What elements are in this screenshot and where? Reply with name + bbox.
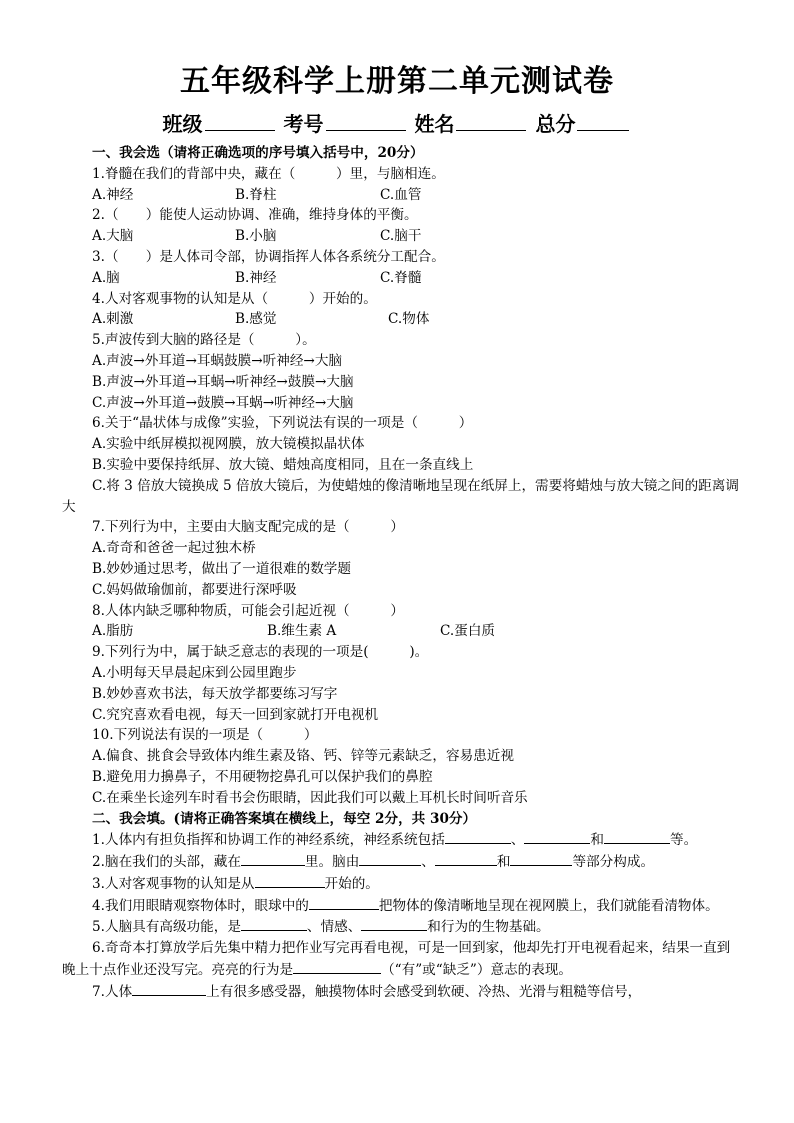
option-b[interactable]: B.声波→外耳道→耳蜗→听神经→鼓膜→大脑 bbox=[92, 373, 354, 390]
option-a[interactable]: A.声波→外耳道→耳蜗鼓膜→听神经→大脑 bbox=[92, 352, 343, 369]
fill-text: 5.人脑具有高级功能，是 bbox=[92, 919, 241, 936]
question-1-options bbox=[62, 185, 742, 206]
fill-text: 上有很多感受器，触摸物体时会感受到软硬、冷热、光滑与粗糙等信号， bbox=[206, 983, 642, 1000]
option-c[interactable]: C.脊髓 bbox=[380, 269, 422, 286]
option-b[interactable]: B.感觉 bbox=[235, 311, 277, 328]
option-a[interactable]: A.奇奇和爸爸一起过独木桥 bbox=[92, 540, 256, 557]
option-b[interactable]: B.维生素 A bbox=[267, 623, 337, 640]
fill-text: 开始的。 bbox=[324, 875, 379, 892]
fill-text: 2.脑在我们的头部，藏在 bbox=[92, 854, 241, 871]
fill-question-1 bbox=[62, 829, 742, 851]
fill-text: 等。 bbox=[670, 832, 698, 849]
option-c[interactable]: C.在乘坐长途列车时看书会伤眼睛，因此我们可以戴上耳机长时间听音乐 bbox=[92, 789, 528, 806]
fill-text: 6.奇奇本打算放学后先集中精力把作业写完再看电视，可是一回到家，他却先打开电视看起来，结果一直到晚上十点作业还没写完。亮亮的行为是 bbox=[62, 940, 731, 979]
option-a[interactable]: A.小明每天早晨起床到公园里跑步 bbox=[92, 664, 297, 681]
exam-no-label: 考号 bbox=[283, 112, 324, 136]
option-c[interactable]: C.究究喜欢看电视，每天一回到家就打开电视机 bbox=[92, 706, 379, 723]
class-label: 班级 bbox=[162, 112, 203, 136]
answer-blank[interactable] bbox=[361, 916, 427, 931]
fill-text: 、 bbox=[421, 854, 435, 871]
question-8-options bbox=[62, 621, 742, 642]
option-c[interactable]: C.妈妈做瑜伽前，都要进行深呼吸 bbox=[92, 581, 297, 598]
option-a[interactable]: A.脂肪 bbox=[92, 623, 134, 640]
fill-question-3 bbox=[62, 873, 742, 895]
answer-blank[interactable] bbox=[255, 873, 325, 888]
fill-text: （“有”或“缺乏”）意志的表现。 bbox=[381, 962, 573, 979]
score-blank[interactable] bbox=[577, 110, 629, 131]
fill-text: 、情感、 bbox=[306, 919, 362, 936]
option-c[interactable]: C.声波→外耳道→鼓膜→耳蜗→听神经→大脑 bbox=[92, 394, 354, 411]
answer-blank[interactable] bbox=[445, 829, 511, 844]
option-c[interactable]: C.脑干 bbox=[380, 228, 422, 245]
fill-text: 和行为的生物基础。 bbox=[427, 919, 550, 936]
answer-blank[interactable] bbox=[241, 916, 307, 931]
fill-question-4 bbox=[62, 895, 742, 917]
section2-heading: 二、我会填。(请将正确答案填在横线上，每空 2分，共 30分） bbox=[92, 810, 477, 827]
option-b[interactable]: B.神经 bbox=[235, 269, 277, 286]
question-8: 8.人体内缺乏哪种物质，可能会引起近视（ ） bbox=[92, 602, 405, 619]
option-b[interactable]: B.妙妙喜欢书法，每天放学都要练习写字 bbox=[92, 685, 338, 702]
question-4-options bbox=[62, 309, 742, 330]
option-a[interactable]: A.刺激 bbox=[92, 311, 134, 328]
answer-blank[interactable] bbox=[309, 895, 379, 910]
fill-text: 等部分构成。 bbox=[572, 854, 655, 871]
answer-blank[interactable] bbox=[524, 829, 590, 844]
answer-blank[interactable] bbox=[435, 851, 497, 866]
class-blank[interactable] bbox=[205, 110, 275, 131]
page-title: 五年级科学上册第二单元测试卷 bbox=[180, 64, 614, 99]
answer-blank[interactable] bbox=[359, 851, 421, 866]
fill-question-7 bbox=[62, 981, 742, 1003]
fill-text: 和 bbox=[590, 832, 604, 849]
option-c[interactable]: C.血管 bbox=[380, 186, 422, 203]
fill-text: 里。脑由 bbox=[304, 854, 360, 871]
fill-text: 4.我们用眼睛观察物体时，眼球中的 bbox=[92, 897, 309, 914]
option-a[interactable]: A.大脑 bbox=[92, 228, 134, 245]
option-b[interactable]: B.小脑 bbox=[235, 228, 277, 245]
option-b[interactable]: B.实验中要保持纸屏、放大镜、蜡烛高度相同，且在一条直线上 bbox=[92, 456, 474, 473]
answer-blank[interactable] bbox=[241, 851, 305, 866]
option-a[interactable]: A.脑 bbox=[92, 269, 120, 286]
question-7: 7.下列行为中，主要由大脑支配完成的是（ ） bbox=[92, 519, 405, 536]
option-a[interactable]: A.偏食、挑食会导致体内维生素及铬、钙、锌等元素缺乏，容易患近视 bbox=[92, 748, 514, 765]
question-1: 1.脊髓在我们的背部中央，藏在（ ）里，与脑相连。 bbox=[92, 165, 445, 182]
option-c[interactable]: C.将 3 倍放大镜换成 5 倍放大镜后，为使蜡烛的像清晰地呈现在纸屏上，需要将蜡烛与放大镜之间的距离调大 bbox=[62, 477, 739, 515]
exam-no-blank[interactable] bbox=[326, 110, 406, 131]
answer-blank[interactable] bbox=[293, 959, 381, 974]
answer-blank[interactable] bbox=[132, 981, 206, 996]
student-info-row bbox=[0, 110, 794, 138]
option-c[interactable]: C.蛋白质 bbox=[440, 623, 496, 640]
question-3-options bbox=[62, 268, 742, 289]
option-b[interactable]: B.避免用力擤鼻子，不用硬物挖鼻孔可以保护我们的鼻腔 bbox=[92, 768, 433, 785]
option-b[interactable]: B.脊柱 bbox=[235, 186, 277, 203]
fill-question-5 bbox=[62, 916, 742, 938]
option-b[interactable]: B.妙妙通过思考，做出了一道很难的数学题 bbox=[92, 560, 351, 577]
question-3: 3.（ ）是人体司令部，协调指挥人体各系统分工配合。 bbox=[92, 248, 445, 265]
fill-text: 、 bbox=[510, 832, 525, 849]
score-label: 总分 bbox=[535, 112, 576, 136]
fill-question-2 bbox=[62, 851, 742, 873]
option-a[interactable]: A.实验中纸屏模拟视网膜，放大镜模拟晶状体 bbox=[92, 436, 365, 453]
option-a[interactable]: A.神经 bbox=[92, 186, 134, 203]
name-label: 姓名 bbox=[414, 112, 455, 136]
question-4: 4.人对客观事物的认知是从（ ）开始的。 bbox=[92, 290, 377, 307]
answer-blank[interactable] bbox=[510, 851, 572, 866]
section1-heading: 一、我会选（请将正确选项的序号填入括号中，20分） bbox=[92, 145, 424, 161]
name-blank[interactable] bbox=[456, 110, 526, 131]
option-c[interactable]: C.物体 bbox=[388, 311, 430, 328]
question-2-options bbox=[62, 226, 742, 247]
question-5: 5.声波传到大脑的路径是（ ）。 bbox=[92, 332, 316, 349]
fill-text: 1.人体内有担负指挥和协调工作的神经系统，神经系统包括 bbox=[92, 832, 445, 849]
fill-question-6 bbox=[62, 938, 742, 981]
fill-text: 7.人体 bbox=[92, 983, 133, 1000]
question-6: 6.关于“晶状体与成像”实验，下列说法有误的一项是（ ） bbox=[92, 415, 473, 432]
answer-blank[interactable] bbox=[604, 829, 670, 844]
worksheet-content bbox=[62, 143, 742, 1003]
fill-text: 把物体的像清晰地呈现在视网膜上，我们就能看清物体。 bbox=[378, 897, 719, 914]
fill-text: 和 bbox=[496, 854, 511, 871]
question-10: 10.下列说法有误的一项是（ ） bbox=[92, 727, 318, 744]
question-2: 2.（ ）能使人运动协调、准确，维持身体的平衡。 bbox=[92, 207, 418, 224]
fill-text: 3.人对客观事物的认知是从 bbox=[92, 875, 255, 892]
question-9: 9.下列行为中，属于缺乏意志的表现的一项是( )。 bbox=[92, 644, 429, 661]
